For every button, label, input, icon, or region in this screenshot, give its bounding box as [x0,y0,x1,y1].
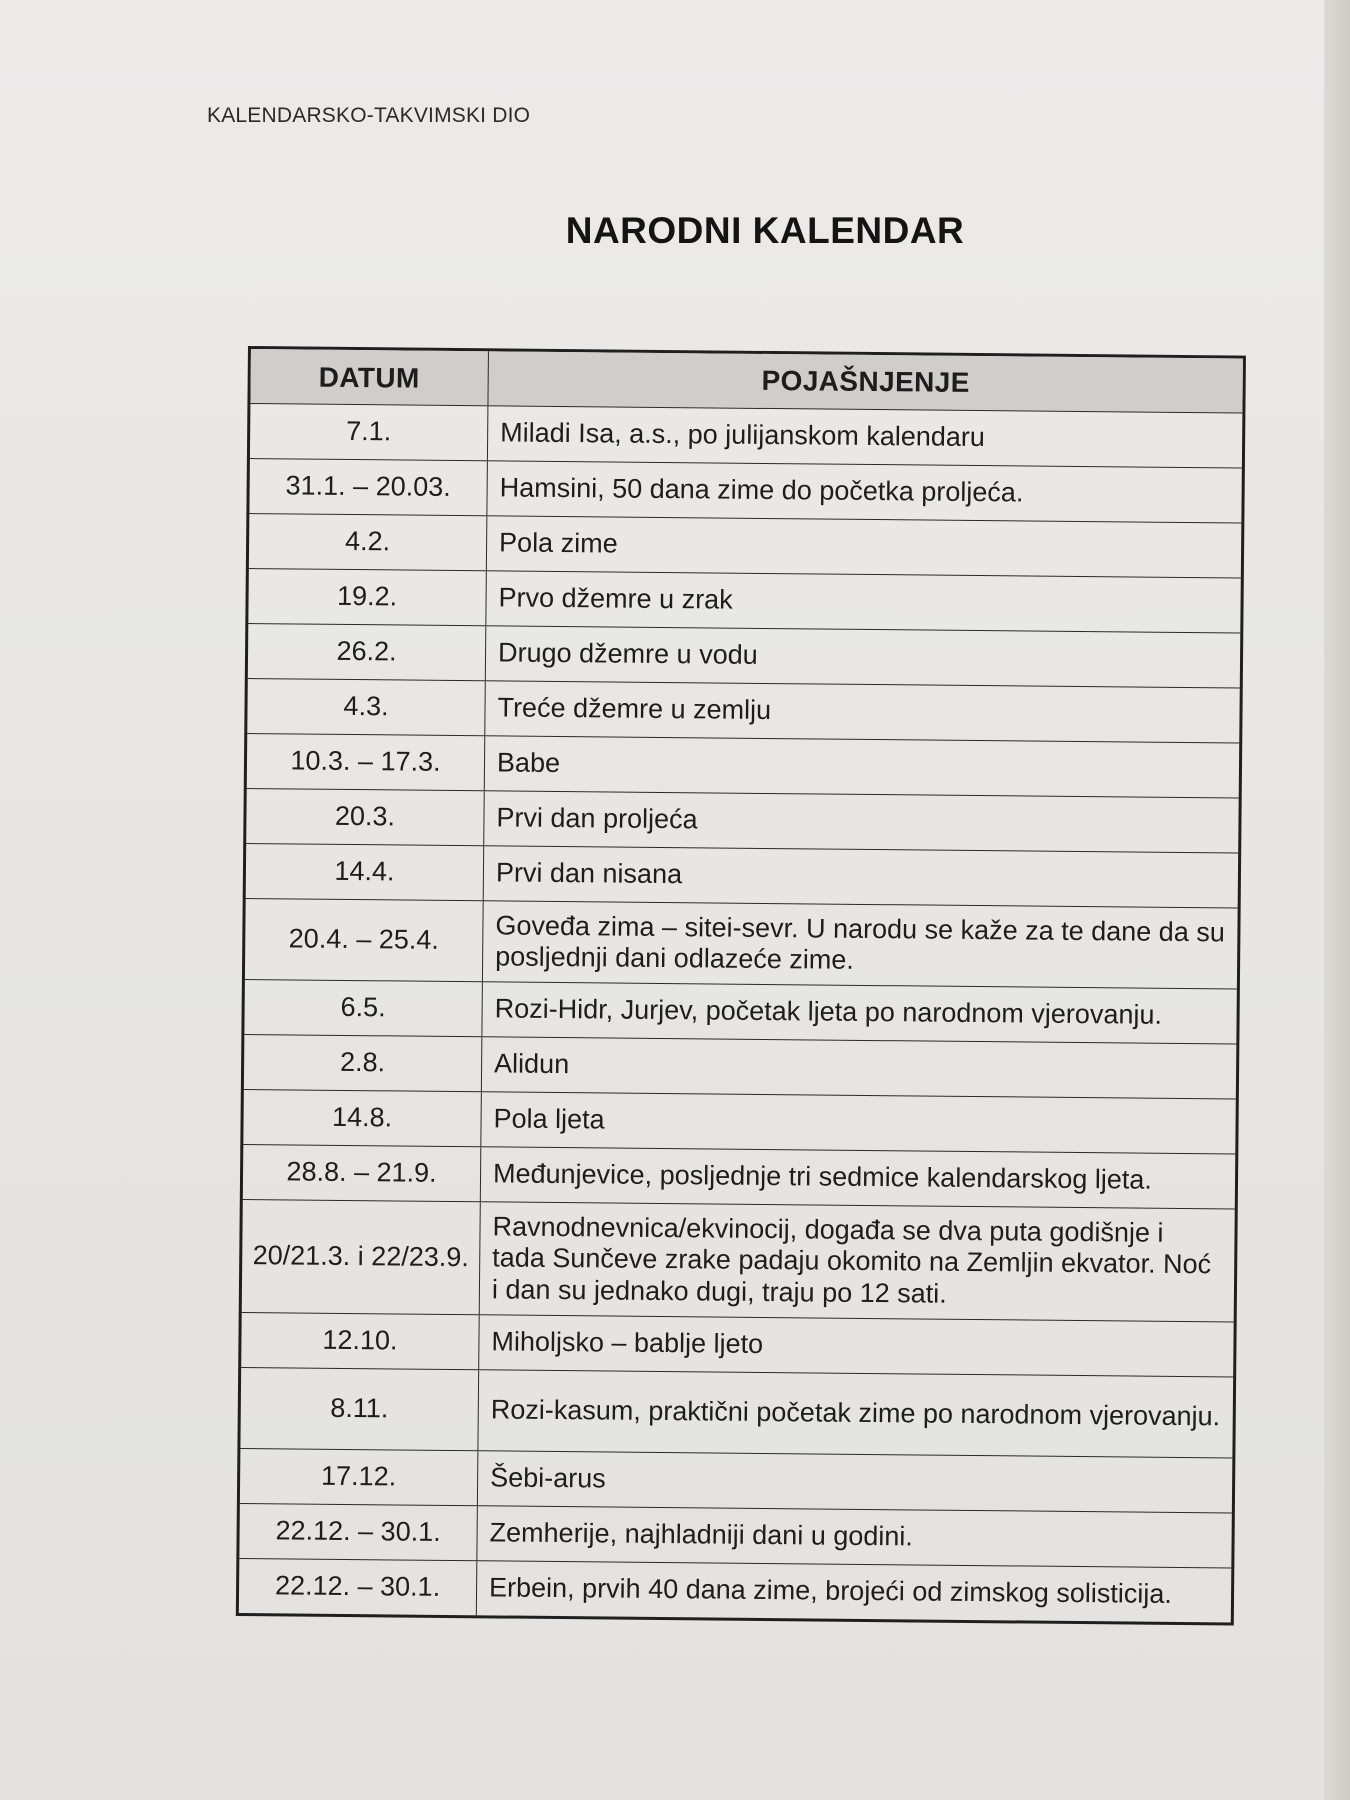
cell-datum: 8.11. [240,1368,479,1450]
cell-opis: Šebi-arus [490,1462,606,1494]
page-title: NARODNI KALENDAR [565,210,965,251]
table-row [240,1367,1233,1458]
cell-opis: Erbein, prvih 40 dana zime, brojeći od zimskog solisticija. [488,1572,1173,1610]
cell-datum: 26.2. [248,624,487,680]
table-row [244,979,1236,1044]
cell-datum: 28.8. – 21.9. [243,1145,482,1201]
cell-opis: Drugo džemre u vodu [497,637,758,671]
table-row [250,403,1242,468]
table-row [244,1034,1236,1099]
cell-opis: Pola ljeta [493,1103,605,1135]
cell-datum: 6.5. [244,980,483,1036]
cell-datum: 4.2. [249,514,488,570]
header-pojasnjenje: POJAŠNJENJE [761,364,970,398]
cell-opis: Alidun [493,1048,570,1080]
cell-opis: Goveđa zima – sitei-sevr. U narodu se kaže za te dane da su posljednji dani odlazeće zime. [495,910,1225,975]
running-head: KALENDARSKO-TAKVIMSKI DIO [207,104,531,127]
table-row [240,1448,1232,1513]
table-row [246,788,1238,853]
cell-opis: Treće džemre u zemlju [497,692,772,726]
table-row [241,1312,1233,1377]
calendar-table [236,346,1246,1626]
table-row [248,568,1240,633]
cell-opis: Rozi-kasum, praktični početak zime po narodnom vjerovanju. [490,1394,1221,1432]
cell-opis: Prvi dan nisana [495,857,683,890]
table-row [239,1558,1231,1623]
table-row [248,623,1240,688]
table-row [246,843,1238,908]
cell-datum: 14.4. [246,844,485,900]
table-row [243,1089,1235,1154]
cell-opis: Miladi Isa, a.s., po julijanskom kalendaru [500,417,986,453]
table-row [247,678,1239,743]
table-row [239,1503,1231,1568]
book-spine-shadow [1324,0,1350,1800]
cell-datum: 31.1. – 20.03. [249,459,488,515]
table-row [243,1144,1235,1209]
cell-datum: 19.2. [248,569,487,625]
cell-opis: Zemherije, najhladniji dani u godini. [489,1517,914,1552]
cell-datum: 22.12. – 30.1. [239,1559,478,1615]
cell-datum: 20.3. [246,789,485,845]
cell-opis: Miholjsko – bablje ljeto [491,1326,764,1360]
cell-datum: 17.12. [240,1449,479,1505]
cell-datum: 2.8. [244,1035,483,1091]
cell-datum: 14.8. [243,1090,482,1146]
cell-opis: Prvo džemre u zrak [498,582,733,616]
cell-opis: Hamsini, 50 dana zime do početka proljeća. [499,472,1024,508]
cell-opis: Rozi-Hidr, Jurjev, početak ljeta po narodnom vjerovanju. [494,993,1163,1031]
cell-datum: 7.1. [250,404,489,460]
cell-datum: 12.10. [241,1313,480,1369]
cell-opis: Babe [496,747,561,779]
cell-opis: Prvi dan proljeća [496,802,698,835]
cell-datum: 10.3. – 17.3. [247,734,486,790]
table-row [242,1199,1235,1322]
cell-opis: Međunjevice, posljednje tri sedmice kalendarskog ljeta. [492,1158,1153,1196]
table-header-row [250,349,1242,413]
cell-datum: 4.3. [247,679,486,735]
cell-opis: Ravnodnevnica/ekvinocij, događa se dva puta godišnje i tada Sunčeve zrake padaju okomito na Zemljin ekvator. Noć i dan su jednako dugi, traju po 12 sati. [491,1211,1212,1309]
header-datum: DATUM [250,349,489,405]
table-row [249,513,1241,578]
table-row [245,898,1238,989]
cell-datum: 20/21.3. i 22/23.9. [242,1200,481,1314]
cell-opis: Pola zime [498,527,618,560]
cell-datum: 20.4. – 25.4. [245,899,484,981]
cell-datum: 22.12. – 30.1. [239,1504,478,1560]
table-row [249,458,1241,523]
table-row [247,733,1239,798]
